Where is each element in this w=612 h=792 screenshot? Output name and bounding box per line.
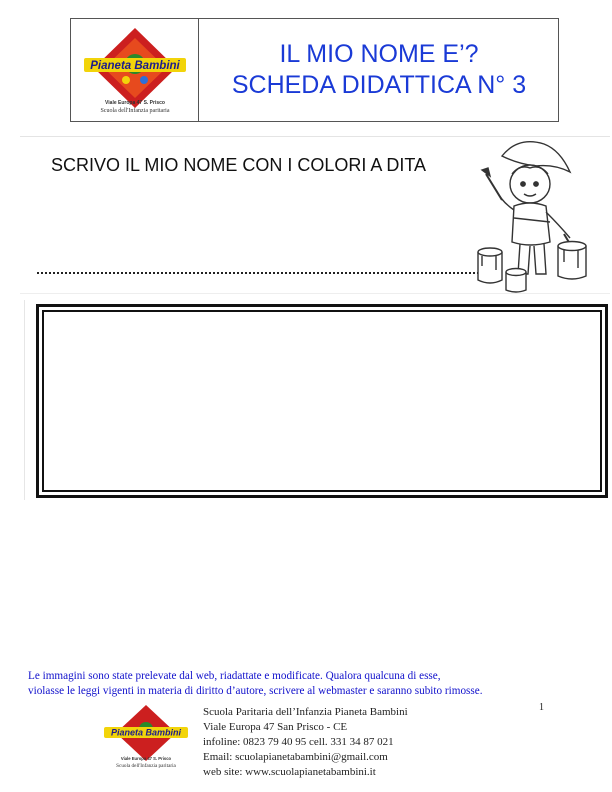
title-line-1: IL MIO NOME E’?: [279, 40, 479, 68]
painter-boy-icon: [474, 134, 592, 294]
logo-tagline-text: Scuola dell'Infanzia paritaria: [100, 108, 170, 114]
logo-ball-icon: [140, 76, 148, 84]
name-writing-line[interactable]: [37, 272, 483, 274]
logo-address-text: Viale Europa 47 S. Prisco: [105, 100, 165, 106]
contact-block: [203, 705, 408, 780]
footer-logo-tagline-text: Scuola dell'Infanzia paritaria: [116, 763, 176, 769]
contact-school: Scuola Paritaria dell’Infanzia Pianeta Bambini: [203, 706, 408, 718]
logo-brand-text: Pianeta Bambini: [90, 60, 180, 72]
contact-phone: infoline: 0823 79 40 95 cell. 331 34 87 021: [203, 736, 394, 748]
school-logo: [78, 24, 192, 116]
title-area: [199, 18, 559, 122]
drawing-area[interactable]: [42, 310, 602, 492]
title-line-2: SCHEDA DIDATTICA N° 3: [231, 71, 527, 99]
disclaimer-line-1: Le immagini sono state prelevate dal web, riadattate e modificate. Qualora qualcuna di esse,: [28, 670, 441, 682]
contact-address: Viale Europa 47 San Prisco - CE: [203, 721, 348, 733]
page-number: 1: [539, 702, 544, 713]
disclaimer-line-2: violasse le leggi vigenti in materia di diritto d’autore, scrivere al webmaster e saranno subito rimosse.: [28, 684, 483, 697]
contact-email[interactable]: Email: scuolapianetabambini@gmail.com: [203, 751, 388, 763]
footer-school-logo: [98, 703, 194, 769]
instruction-text: SCRIVO IL MIO NOME CON I COLORI A DITA: [51, 155, 427, 175]
footer-logo-brand-text: Pianeta Bambini: [110, 727, 182, 738]
footer-logo-address-text: Viale Europa 47 S. Prisco: [120, 756, 172, 761]
copyright-disclaimer: [28, 669, 608, 698]
contact-website[interactable]: web site: www.scuolapianetabambini.it: [203, 766, 376, 778]
logo-star-icon: [122, 76, 130, 84]
faint-divider-bottom: [20, 293, 610, 294]
frame-shadow: [24, 300, 25, 500]
